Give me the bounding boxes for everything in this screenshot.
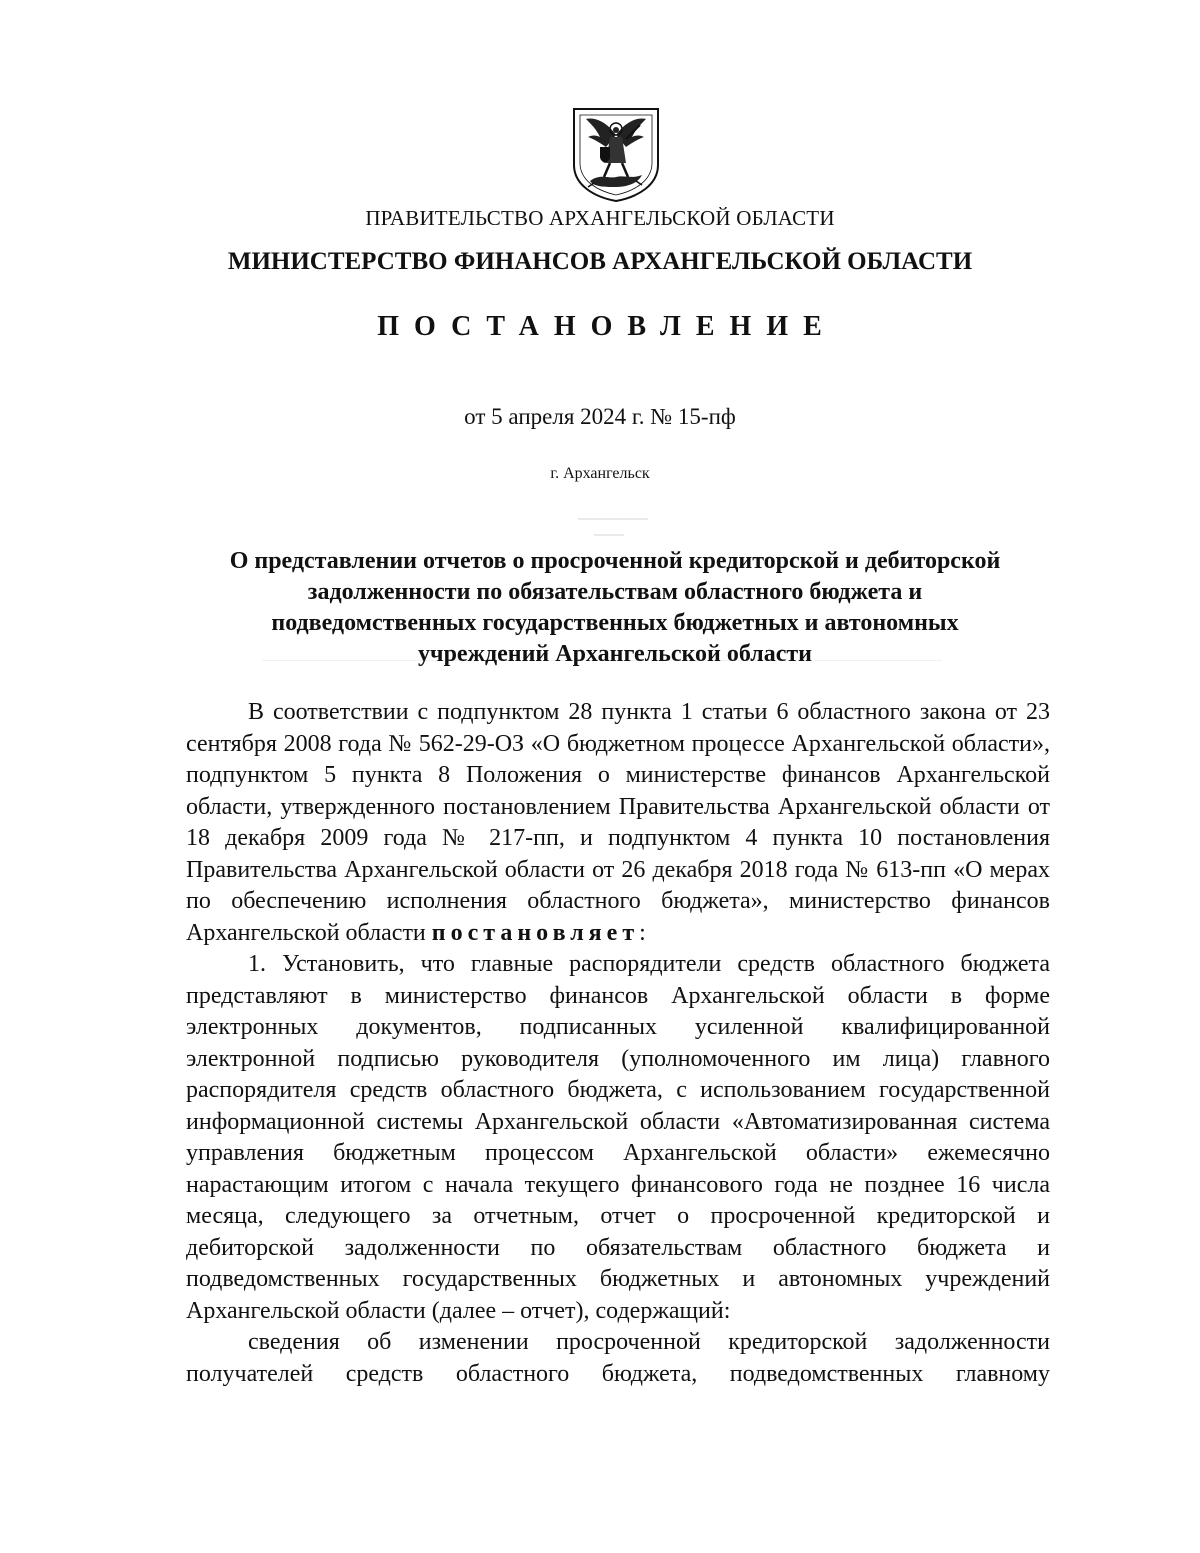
scan-artifact [594, 534, 624, 536]
preamble-paragraph [186, 697, 1050, 949]
document-date-number: от 5 апреля 2024 г. № 15-пф [464, 404, 736, 429]
title-line: задолженности по обязательствам областного бюджета и [307, 579, 923, 605]
item-1-subparagraph: сведения об изменении просроченной кредиторской задолженности получателей средств областного бюджета, подведомственных главному [186, 1329, 1050, 1387]
resolves-word: постановляет [431, 919, 640, 946]
document-title [180, 546, 1050, 670]
title-line: учреждений Архангельской области [418, 641, 812, 667]
ministry-name: МИНИСТЕРСТВО ФИНАНСОВ АРХАНГЕЛЬСКОЙ ОБЛАСТИ [227, 248, 973, 275]
government-name: ПРАВИТЕЛЬСТВО АРХАНГЕЛЬСКОЙ ОБЛАСТИ [365, 206, 835, 230]
document-body [186, 697, 1050, 1390]
item-1-paragraph: 1. Установить, что главные распорядители средств областного бюджета представляют в министерство финансов Архангельской области в форме электронных документов, подписанных усиленной квалифицированной электронной подписью руководителя (уполномоченного им лица) главного распорядителя средств областного бюджета, с использованием государственной информационной системы Архангельской области «Автоматизированная система управления бюджетным процессом Архангельской области» ежемесячно нарастающим итогом с начала текущего финансового года не позднее 16 числа месяца, следующего за отчетным, отчет о просроченной кредиторской и дебиторской задолженности по обязательствам областного бюджета и подведомственных государственных бюджетных и автономных учреждений Архангельской области (далее – отчет), содержащий: [186, 951, 1050, 1324]
title-line: О представлении отчетов о просроченной кредиторской и дебиторской [229, 548, 1001, 574]
preamble-text: В соответствии с подпунктом 28 пункта 1 статьи 6 областного закона от 23 сентября 2008 года № 562-29-ОЗ «О бюджетном процессе Архангельской области», подпунктом 5 пункта 8 Положения о министерстве финансов Архангельской области, утвержденного постановлением Правительства Архангельской области от 18 декабря 2009 года № 217-пп, и подпунктом 4 пункта 10 постановления Правительства Архангельской области от 26 декабря 2018 года № 613-пп «О мерах по обеспечению исполнения областного бюджета», министерство финансов Архангельской области [186, 699, 1050, 946]
scan-artifact [578, 518, 648, 520]
resolves-suffix: : [639, 919, 646, 946]
title-line: подведомственных государственных бюджетных и автономных [271, 610, 959, 636]
document-type: ПОСТАНОВЛЕНИЕ [377, 311, 837, 342]
document-city: г. Архангельск [550, 465, 650, 482]
coat-of-arms-icon [570, 107, 662, 203]
